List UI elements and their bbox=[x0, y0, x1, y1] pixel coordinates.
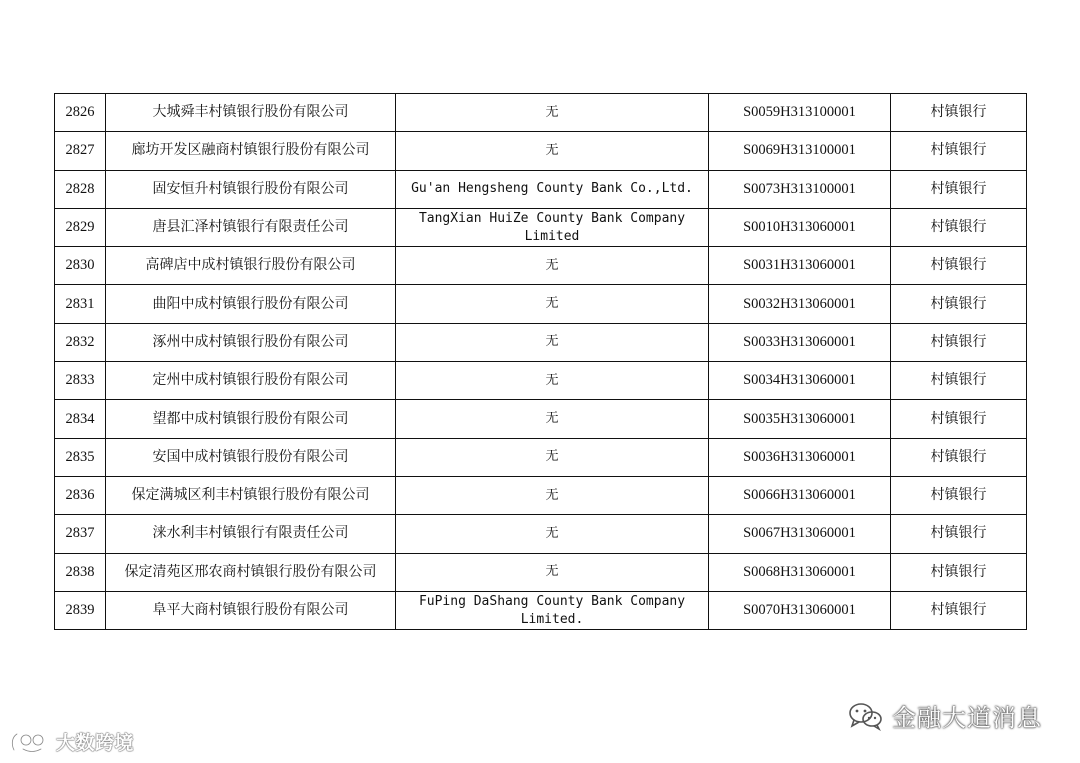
chinese-name-cell: 望都中成村镇银行股份有限公司 bbox=[106, 400, 396, 438]
watermark-dashuju bbox=[10, 728, 134, 755]
watermark-wechat-account bbox=[848, 698, 1042, 733]
institution-type-cell: 村镇银行 bbox=[891, 170, 1027, 208]
watermark-left-text: 大数跨境 bbox=[56, 732, 135, 754]
row-number-cell: 2838 bbox=[55, 553, 106, 591]
institution-type-cell: 村镇银行 bbox=[891, 553, 1027, 591]
institution-code-cell: S0073H313100001 bbox=[709, 170, 891, 208]
table-row bbox=[55, 515, 1027, 553]
institution-type-cell: 村镇银行 bbox=[891, 515, 1027, 553]
table-row bbox=[55, 247, 1027, 285]
institution-code-cell: S0059H313100001 bbox=[709, 94, 891, 132]
english-name-cell: 无 bbox=[396, 285, 709, 323]
chinese-name-cell: 涿州中成村镇银行股份有限公司 bbox=[106, 323, 396, 361]
chinese-name-cell: 安国中成村镇银行股份有限公司 bbox=[106, 438, 396, 476]
row-number-cell: 2830 bbox=[55, 247, 106, 285]
row-number-cell: 2837 bbox=[55, 515, 106, 553]
institution-code-cell: S0070H313060001 bbox=[709, 591, 891, 629]
institution-type-cell: 村镇银行 bbox=[891, 285, 1027, 323]
chinese-name-cell: 唐县汇泽村镇银行有限责任公司 bbox=[106, 208, 396, 246]
institution-code-cell: S0032H313060001 bbox=[709, 285, 891, 323]
english-name-cell: FuPing DaShang County Bank Company Limited. bbox=[396, 591, 709, 629]
english-name-cell: 无 bbox=[396, 132, 709, 170]
row-number-cell: 2827 bbox=[55, 132, 106, 170]
table-row bbox=[55, 553, 1027, 591]
english-name-cell: TangXian HuiZe County Bank Company Limited bbox=[396, 208, 709, 246]
row-number-cell: 2836 bbox=[55, 476, 106, 514]
institution-code-cell: S0036H313060001 bbox=[709, 438, 891, 476]
chinese-name-cell: 保定满城区利丰村镇银行股份有限公司 bbox=[106, 476, 396, 514]
bank-list-table bbox=[54, 93, 1027, 630]
table-row bbox=[55, 94, 1027, 132]
row-number-cell: 2833 bbox=[55, 362, 106, 400]
table-row bbox=[55, 591, 1027, 629]
institution-type-cell: 村镇银行 bbox=[891, 400, 1027, 438]
english-name-cell: 无 bbox=[396, 94, 709, 132]
institution-type-cell: 村镇银行 bbox=[891, 476, 1027, 514]
chinese-name-cell: 大城舜丰村镇银行股份有限公司 bbox=[106, 94, 396, 132]
english-name-cell: 无 bbox=[396, 362, 709, 400]
institution-code-cell: S0067H313060001 bbox=[709, 515, 891, 553]
institution-code-cell: S0069H313100001 bbox=[709, 132, 891, 170]
table-row bbox=[55, 438, 1027, 476]
table-body bbox=[55, 94, 1027, 630]
institution-code-cell: S0033H313060001 bbox=[709, 323, 891, 361]
institution-code-cell: S0010H313060001 bbox=[709, 208, 891, 246]
english-name-cell: 无 bbox=[396, 553, 709, 591]
chinese-name-cell: 保定清苑区邢农商村镇银行股份有限公司 bbox=[106, 553, 396, 591]
wechat-icon bbox=[848, 701, 884, 731]
table-row bbox=[55, 208, 1027, 246]
cat-face-icon bbox=[10, 730, 50, 754]
institution-type-cell: 村镇银行 bbox=[891, 591, 1027, 629]
row-number-cell: 2834 bbox=[55, 400, 106, 438]
row-number-cell: 2839 bbox=[55, 591, 106, 629]
english-name-cell: 无 bbox=[396, 515, 709, 553]
english-name-cell: 无 bbox=[396, 400, 709, 438]
institution-code-cell: S0034H313060001 bbox=[709, 362, 891, 400]
table-row bbox=[55, 285, 1027, 323]
table-row bbox=[55, 400, 1027, 438]
row-number-cell: 2832 bbox=[55, 323, 106, 361]
row-number-cell: 2835 bbox=[55, 438, 106, 476]
institution-type-cell: 村镇银行 bbox=[891, 132, 1027, 170]
institution-type-cell: 村镇银行 bbox=[891, 94, 1027, 132]
table-row bbox=[55, 476, 1027, 514]
english-name-cell: 无 bbox=[396, 247, 709, 285]
institution-type-cell: 村镇银行 bbox=[891, 323, 1027, 361]
chinese-name-cell: 高碑店中成村镇银行股份有限公司 bbox=[106, 247, 396, 285]
table-row bbox=[55, 132, 1027, 170]
chinese-name-cell: 廊坊开发区融商村镇银行股份有限公司 bbox=[106, 132, 396, 170]
row-number-cell: 2829 bbox=[55, 208, 106, 246]
table-row bbox=[55, 362, 1027, 400]
chinese-name-cell: 涞水利丰村镇银行有限责任公司 bbox=[106, 515, 396, 553]
english-name-cell: 无 bbox=[396, 476, 709, 514]
institution-code-cell: S0035H313060001 bbox=[709, 400, 891, 438]
institution-type-cell: 村镇银行 bbox=[891, 247, 1027, 285]
institution-code-cell: S0031H313060001 bbox=[709, 247, 891, 285]
institution-type-cell: 村镇银行 bbox=[891, 438, 1027, 476]
english-name-cell: 无 bbox=[396, 438, 709, 476]
institution-code-cell: S0068H313060001 bbox=[709, 553, 891, 591]
row-number-cell: 2828 bbox=[55, 170, 106, 208]
row-number-cell: 2831 bbox=[55, 285, 106, 323]
table-row bbox=[55, 170, 1027, 208]
watermark-right-text: 金融大道消息 bbox=[892, 704, 1042, 732]
chinese-name-cell: 阜平大商村镇银行股份有限公司 bbox=[106, 591, 396, 629]
institution-code-cell: S0066H313060001 bbox=[709, 476, 891, 514]
chinese-name-cell: 曲阳中成村镇银行股份有限公司 bbox=[106, 285, 396, 323]
institution-type-cell: 村镇银行 bbox=[891, 362, 1027, 400]
english-name-cell: 无 bbox=[396, 323, 709, 361]
english-name-cell: Gu'an Hengsheng County Bank Co.,Ltd. bbox=[396, 170, 709, 208]
row-number-cell: 2826 bbox=[55, 94, 106, 132]
table-row bbox=[55, 323, 1027, 361]
chinese-name-cell: 定州中成村镇银行股份有限公司 bbox=[106, 362, 396, 400]
chinese-name-cell: 固安恒升村镇银行股份有限公司 bbox=[106, 170, 396, 208]
institution-type-cell: 村镇银行 bbox=[891, 208, 1027, 246]
